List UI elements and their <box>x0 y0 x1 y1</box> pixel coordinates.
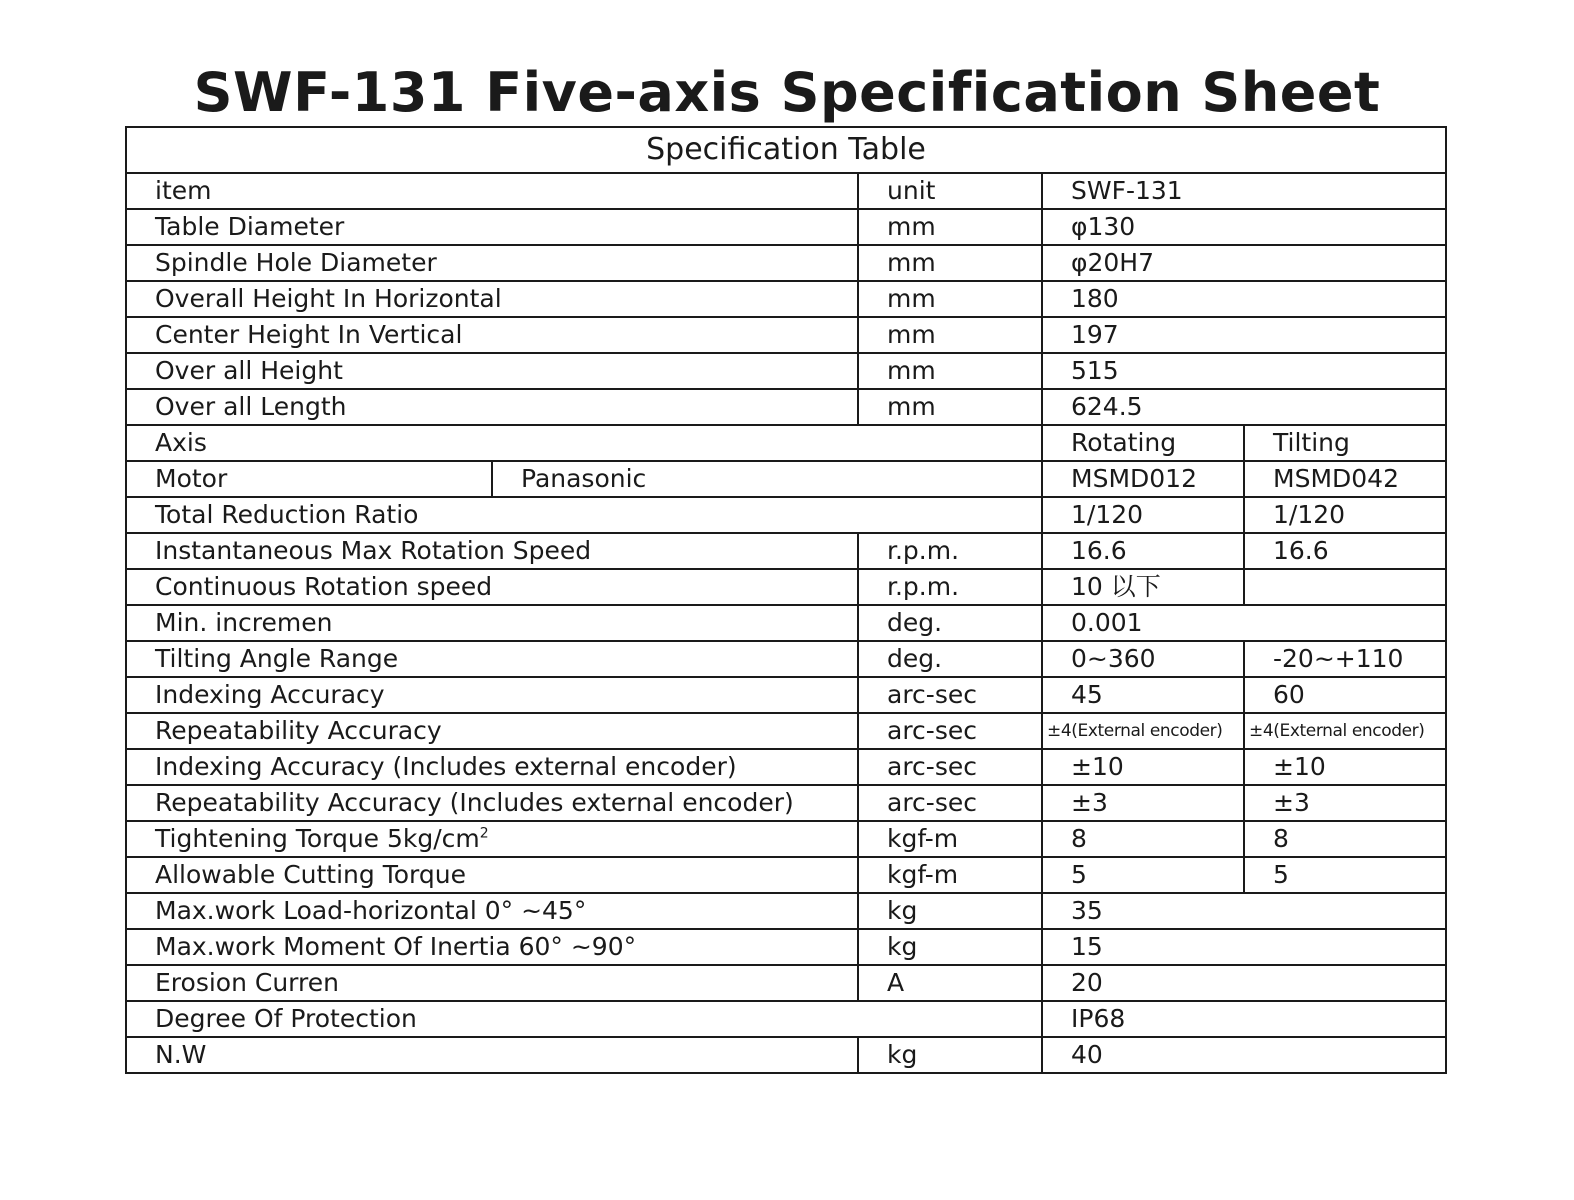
repeat-acc-ext-row <box>126 785 1446 821</box>
tight-torque-unit: kgf-m <box>858 821 1042 857</box>
axis-label: Axis <box>126 425 1042 461</box>
cont-speed-tilting <box>1244 569 1446 605</box>
row-item: Erosion Curren <box>126 965 858 1001</box>
row-unit: mm <box>858 317 1042 353</box>
max-speed-unit: r.p.m. <box>858 533 1042 569</box>
row-value: 624.5 <box>1042 389 1446 425</box>
row-unit: A <box>858 965 1042 1001</box>
row-value: 515 <box>1042 353 1446 389</box>
table-row <box>126 317 1446 353</box>
protection-row <box>126 1001 1446 1037</box>
table-row <box>126 353 1446 389</box>
tilt-range-rotating: 0~360 <box>1042 641 1244 677</box>
table-row <box>126 209 1446 245</box>
reduction-row <box>126 497 1446 533</box>
index-acc-item: Indexing Accuracy <box>126 677 858 713</box>
axis-row <box>126 425 1446 461</box>
repeat-acc-item: Repeatability Accuracy <box>126 713 858 749</box>
max-speed-tilting: 16.6 <box>1244 533 1446 569</box>
row-value: 197 <box>1042 317 1446 353</box>
cont-speed-rotating: 10 以下 <box>1042 569 1244 605</box>
tilt-range-row <box>126 641 1446 677</box>
row-value: φ20H7 <box>1042 245 1446 281</box>
reduction-item: Total Reduction Ratio <box>126 497 1042 533</box>
tight-torque-rotating: 8 <box>1042 821 1244 857</box>
cut-torque-rotating: 5 <box>1042 857 1244 893</box>
axis-rotating: Rotating <box>1042 425 1244 461</box>
row-unit: mm <box>858 245 1042 281</box>
table-row <box>126 965 1446 1001</box>
table-row <box>126 281 1446 317</box>
min-increment-unit: deg. <box>858 605 1042 641</box>
max-speed-row <box>126 533 1446 569</box>
repeat-acc-ext-item: Repeatability Accuracy (Includes external encoder) <box>126 785 858 821</box>
repeat-acc-rotating: ±4(External encoder) <box>1042 713 1244 749</box>
motor-brand: Panasonic <box>492 461 1042 497</box>
tight-torque-superscript: 2 <box>479 825 489 842</box>
index-acc-rotating: 45 <box>1042 677 1244 713</box>
header-item: item <box>126 173 858 209</box>
row-unit: mm <box>858 389 1042 425</box>
row-unit: kg <box>858 893 1042 929</box>
cut-torque-row <box>126 857 1446 893</box>
header-model: SWF-131 <box>1042 173 1446 209</box>
page-title: SWF-131 Five-axis Specification Sheet <box>193 61 1381 124</box>
index-acc-ext-tilting: ±10 <box>1244 749 1446 785</box>
min-increment-row <box>126 605 1446 641</box>
tight-torque-row <box>126 821 1446 857</box>
repeat-acc-ext-tilting: ±3 <box>1244 785 1446 821</box>
max-speed-item: Instantaneous Max Rotation Speed <box>126 533 858 569</box>
table-title-row <box>126 127 1446 173</box>
row-item: Max.work Load-horizontal 0° ~45° <box>126 893 858 929</box>
min-increment-item: Min. incremen <box>126 605 858 641</box>
row-item: Table Diameter <box>126 209 858 245</box>
tilt-range-item: Tilting Angle Range <box>126 641 858 677</box>
tilt-range-tilting: -20~+110 <box>1244 641 1446 677</box>
index-acc-row <box>126 677 1446 713</box>
nw-value: 40 <box>1042 1037 1446 1073</box>
repeat-acc-ext-unit: arc-sec <box>858 785 1042 821</box>
index-acc-ext-rotating: ±10 <box>1042 749 1244 785</box>
motor-rotating: MSMD012 <box>1042 461 1244 497</box>
header-row <box>126 173 1446 209</box>
table-row <box>126 245 1446 281</box>
table-row <box>126 389 1446 425</box>
max-speed-rotating: 16.6 <box>1042 533 1244 569</box>
index-acc-unit: arc-sec <box>858 677 1042 713</box>
row-value: 180 <box>1042 281 1446 317</box>
index-acc-tilting: 60 <box>1244 677 1446 713</box>
row-unit: mm <box>858 353 1042 389</box>
row-value: 35 <box>1042 893 1446 929</box>
nw-unit: kg <box>858 1037 1042 1073</box>
cut-torque-tilting: 5 <box>1244 857 1446 893</box>
tight-torque-item: Tightening Torque 5kg/cm <box>155 824 480 853</box>
table-row <box>126 929 1446 965</box>
repeat-acc-tilting: ±4(External encoder) <box>1244 713 1446 749</box>
cut-torque-unit: kgf-m <box>858 857 1042 893</box>
row-item: Center Height In Vertical <box>126 317 858 353</box>
specification-table <box>125 126 1447 1074</box>
motor-tilting: MSMD042 <box>1244 461 1446 497</box>
row-value: φ130 <box>1042 209 1446 245</box>
index-acc-ext-row <box>126 749 1446 785</box>
reduction-tilting: 1/120 <box>1244 497 1446 533</box>
nw-item: N.W <box>126 1037 858 1073</box>
tight-torque-item-cell <box>126 821 858 857</box>
tight-torque-tilting: 8 <box>1244 821 1446 857</box>
row-item: Over all Height <box>126 353 858 389</box>
row-value: 15 <box>1042 929 1446 965</box>
repeat-acc-row <box>126 713 1446 749</box>
reduction-rotating: 1/120 <box>1042 497 1244 533</box>
header-unit: unit <box>858 173 1042 209</box>
row-unit: mm <box>858 209 1042 245</box>
row-item: Overall Height In Horizontal <box>126 281 858 317</box>
repeat-acc-unit: arc-sec <box>858 713 1042 749</box>
cont-speed-item: Continuous Rotation speed <box>126 569 858 605</box>
cont-speed-unit: r.p.m. <box>858 569 1042 605</box>
min-increment-value: 0.001 <box>1042 605 1446 641</box>
cont-speed-row <box>126 569 1446 605</box>
row-item: Spindle Hole Diameter <box>126 245 858 281</box>
tilt-range-unit: deg. <box>858 641 1042 677</box>
motor-label: Motor <box>126 461 492 497</box>
index-acc-ext-item: Indexing Accuracy (Includes external encoder) <box>126 749 858 785</box>
protection-item: Degree Of Protection <box>126 1001 1042 1037</box>
repeat-acc-ext-rotating: ±3 <box>1042 785 1244 821</box>
row-unit: mm <box>858 281 1042 317</box>
motor-row <box>126 461 1446 497</box>
row-unit: kg <box>858 929 1042 965</box>
table-title: Specification Table <box>126 127 1446 173</box>
index-acc-ext-unit: arc-sec <box>858 749 1042 785</box>
nw-row <box>126 1037 1446 1073</box>
row-value: 20 <box>1042 965 1446 1001</box>
protection-value: IP68 <box>1042 1001 1446 1037</box>
axis-tilting: Tilting <box>1244 425 1446 461</box>
row-item: Over all Length <box>126 389 858 425</box>
cut-torque-item: Allowable Cutting Torque <box>126 857 858 893</box>
row-item: Max.work Moment Of Inertia 60° ~90° <box>126 929 858 965</box>
table-row <box>126 893 1446 929</box>
